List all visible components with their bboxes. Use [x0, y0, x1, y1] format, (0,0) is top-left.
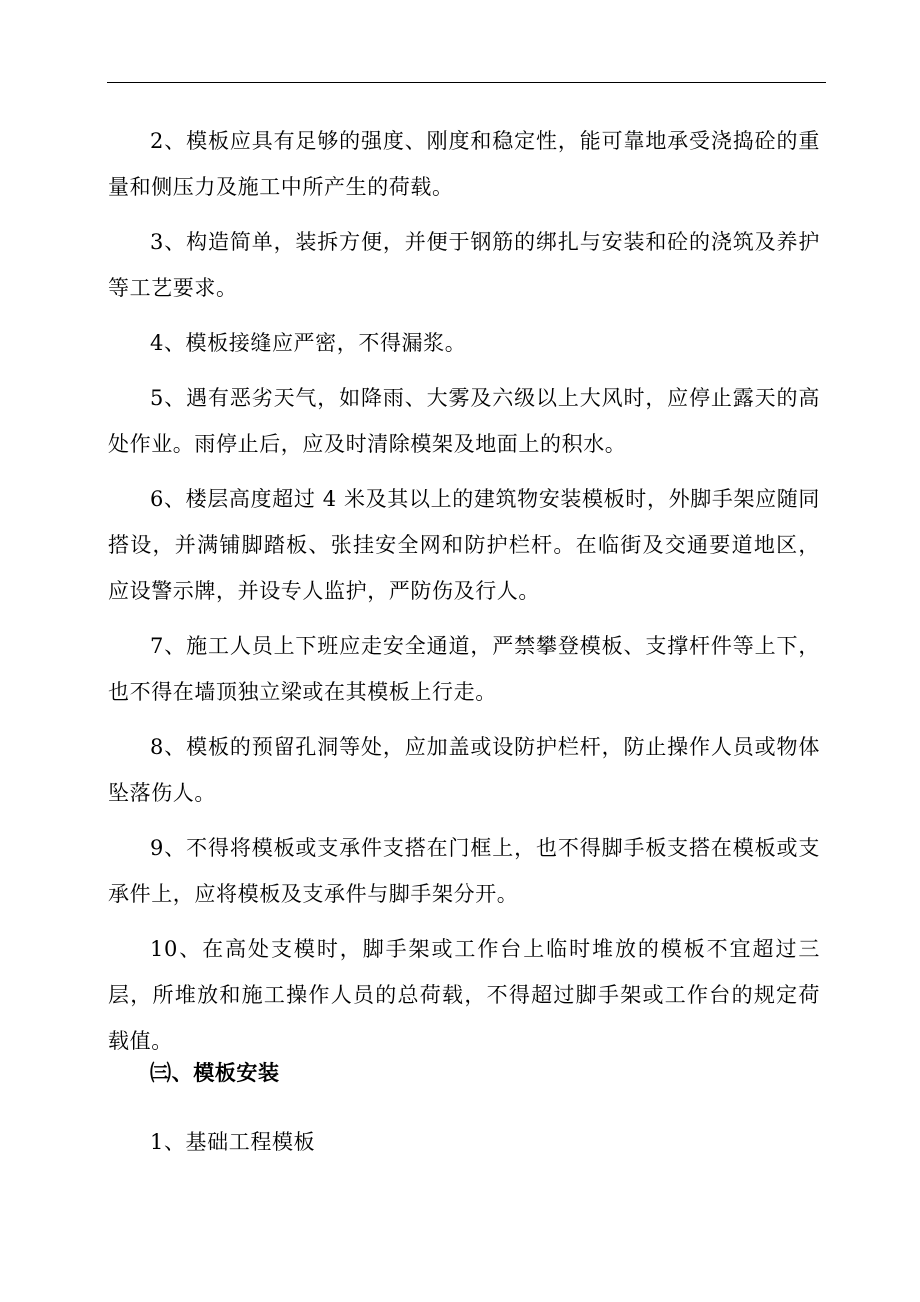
- header-rule: [107, 82, 826, 83]
- paragraph-item-2: 2、模板应具有足够的强度、刚度和稳定性，能可靠地承受浇捣砼的重量和侧压力及施工中所产生的荷载。: [108, 129, 820, 199]
- section-heading: ㈢、模板安装: [150, 1060, 280, 1085]
- paragraph-item-8: 8、模板的预留孔洞等处，应加盖或设防护栏杆，防止操作人员或物体坠落伤人。: [108, 735, 820, 805]
- paragraph-item-9: 9、不得将模板或支承件支搭在门框上，也不得脚手板支搭在模板或支承件上，应将模板及支承件与脚手架分开。: [108, 836, 820, 906]
- paragraph-item-6: 6、楼层高度超过 4 米及其以上的建筑物安装模板时，外脚手架应随同搭设，并满铺脚踏板、张挂安全网和防护栏杆。在临街及交通要道地区，应设警示牌，并设专人监护，严防伤及行人。: [108, 487, 820, 603]
- document-body: [108, 118, 820, 1073]
- sub-heading: 1、基础工程模板: [150, 1130, 316, 1154]
- paragraph-item-7: 7、施工人员上下班应走安全通道，严禁攀登模板、支撑杆件等上下，也不得在墙顶独立梁或在其模板上行走。: [108, 634, 820, 704]
- paragraph-item-5: 5、遇有恶劣天气，如降雨、大雾及六级以上大风时，应停止露天的高处作业。雨停止后，应及时清除模架及地面上的积水。: [108, 386, 820, 456]
- paragraph-item-4: 4、模板接缝应严密，不得漏浆。: [150, 331, 467, 355]
- paragraph-item-10: 10、在高处支模时，脚手架或工作台上临时堆放的模板不宜超过三层，所堆放和施工操作人员的总荷载，不得超过脚手架或工作台的规定荷载值。: [108, 937, 820, 1053]
- paragraph-item-3: 3、构造简单，装拆方便，并便于钢筋的绑扎与安装和砼的浇筑及养护等工艺要求。: [108, 230, 820, 300]
